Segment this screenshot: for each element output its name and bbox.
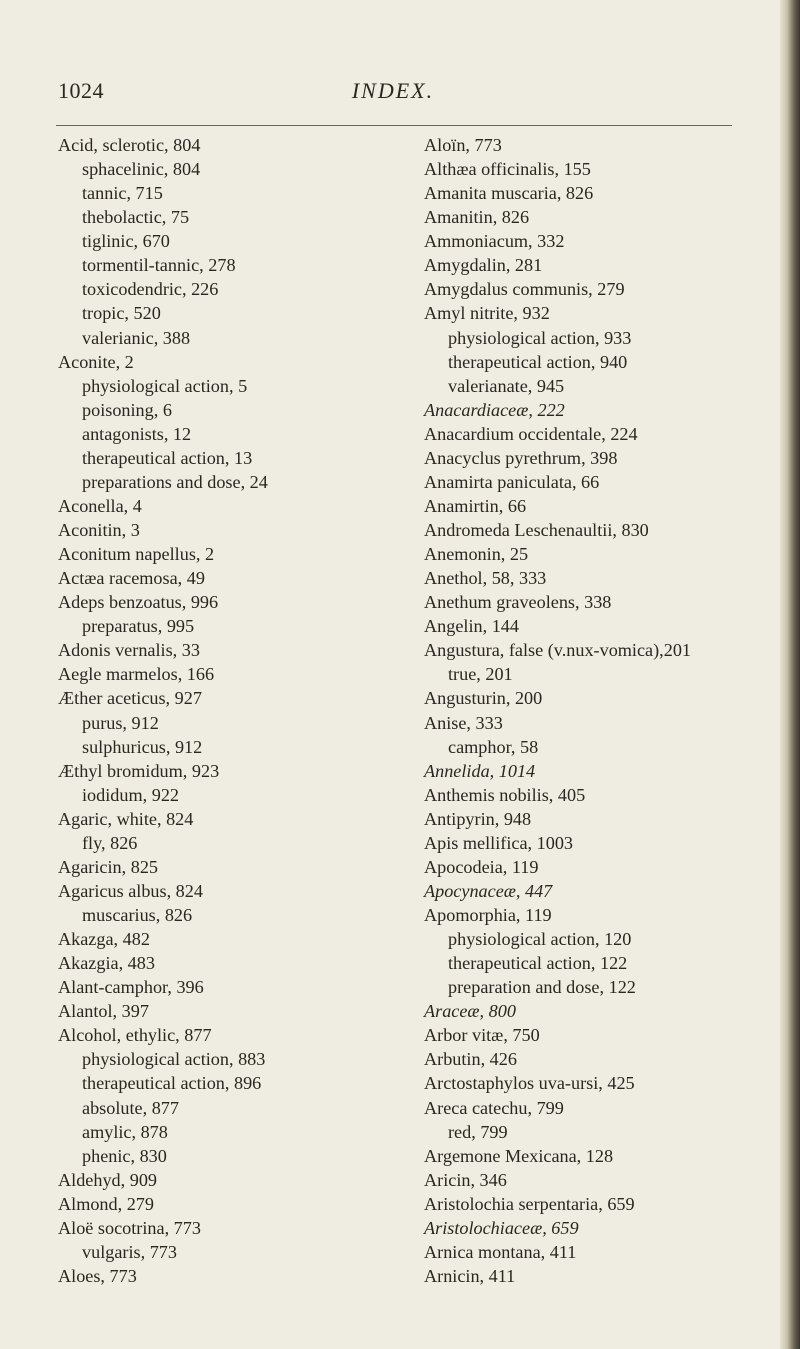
index-entry: Apocodeia, 119	[424, 856, 539, 877]
index-entry: Ammoniacum, 332	[424, 231, 565, 252]
index-entry: Antipyrin, 948	[424, 808, 532, 829]
index-entry: Annelida, 1014	[424, 760, 536, 781]
index-entry: Amanitin, 826	[424, 207, 530, 228]
index-entry: Aconella, 4	[58, 495, 142, 516]
index-subentry: poisoning, 6	[82, 399, 172, 420]
index-subentry: valerianic, 388	[82, 327, 191, 348]
index-subentry: therapeutical action, 896	[82, 1073, 262, 1094]
index-subentry: toxicodendric, 226	[82, 279, 219, 300]
index-entry: Akazga, 482	[58, 929, 150, 950]
index-subentry: absolute, 877	[82, 1097, 179, 1118]
index-entry: Aconitin, 3	[58, 520, 140, 540]
index-entry: Apocynaceæ, 447	[424, 880, 553, 901]
index-subentry: fly, 826	[82, 832, 138, 853]
index-entry: Aldehyd, 909	[58, 1169, 158, 1190]
index-subentry: amylic, 878	[82, 1121, 168, 1142]
index-entry: Areca catechu, 799	[424, 1097, 564, 1118]
index-entry: Anacardiaceæ, 222	[424, 399, 565, 420]
index-subentry: tormentil-tannic, 278	[82, 255, 236, 276]
index-entry: Argemone Mexicana, 128	[424, 1145, 614, 1166]
index-entry: Apis mellifica, 1003	[424, 832, 574, 853]
index-entry: Aloë socotrina, 773	[58, 1217, 201, 1238]
index-entry: Aristolochia serpentaria, 659	[424, 1193, 635, 1214]
index-subentry: camphor, 58	[448, 736, 539, 757]
index-subentry: phenic, 830	[82, 1145, 167, 1166]
index-entry: Aristolochiaceæ, 659	[424, 1217, 579, 1238]
index-entry: Almond, 279	[58, 1193, 154, 1214]
header-rule	[56, 125, 732, 126]
index-subentry: antagonists, 12	[82, 423, 192, 444]
index-entry: Arbor vitæ, 750	[424, 1025, 540, 1046]
index-subentry: sphacelinic, 804	[82, 159, 201, 180]
index-entry: Agaricin, 825	[58, 856, 159, 877]
index-subentry: thebolactic, 75	[82, 207, 190, 228]
index-entry: Anemonin, 25	[424, 544, 529, 565]
index-entry: Æther aceticus, 927	[58, 688, 202, 709]
index-entry: Anethum graveolens, 338	[424, 592, 612, 613]
index-entry: Aricin, 346	[424, 1169, 507, 1190]
index-entry: Amanita muscaria, 826	[424, 183, 594, 204]
index-subentry: sulphuricus, 912	[82, 736, 203, 757]
index-entry: Amyl nitrite, 932	[424, 303, 550, 324]
index-entry: Angelin, 144	[424, 616, 519, 637]
index-subentry: therapeutical action, 940	[448, 351, 628, 372]
index-entry: Agaricus albus, 824	[58, 880, 203, 901]
index-entry: Arctostaphylos uva-ursi, 425	[424, 1073, 635, 1094]
index-entry: Aconite, 2	[58, 351, 134, 372]
running-title: INDEX.	[351, 78, 435, 103]
index-entry: Araceæ, 800	[424, 1001, 516, 1022]
index-subentry: physiological action, 120	[448, 929, 632, 950]
index-subentry: vulgaris, 773	[82, 1241, 177, 1262]
index-entry: Agaric, white, 824	[58, 808, 194, 829]
index-subentry: tiglinic, 670	[82, 231, 170, 252]
index-entry: Anthemis nobilis, 405	[424, 784, 586, 805]
index-entry: Aloes, 773	[58, 1265, 137, 1286]
index-entry: Adonis vernalis, 33	[58, 640, 200, 661]
index-subentry: tannic, 715	[82, 183, 163, 204]
index-entry: Anamirta paniculata, 66	[424, 471, 600, 492]
index-entry: Alant-camphor, 396	[58, 977, 204, 998]
index-column-right	[424, 133, 776, 1288]
index-subentry: preparatus, 995	[82, 616, 195, 637]
index-entry: Arnicin, 411	[424, 1265, 516, 1286]
index-entry: Anamirtin, 66	[424, 495, 527, 516]
index-subentry: physiological action, 883	[82, 1049, 266, 1070]
index-entry: Aegle marmelos, 166	[58, 664, 215, 685]
index-subentry: red, 799	[448, 1121, 508, 1142]
index-entry: Actæa racemosa, 49	[58, 568, 205, 589]
index-subentry: iodidum, 922	[82, 784, 180, 805]
index-entry: Adeps benzoatus, 996	[58, 592, 219, 613]
index-subentry: muscarius, 826	[82, 905, 193, 925]
index-entry: Arnica montana, 411	[424, 1241, 577, 1262]
index-column-left	[58, 133, 388, 1288]
index-entry: Althæa officinalis, 155	[424, 159, 591, 180]
index-entry: Arbutin, 426	[424, 1049, 517, 1070]
index-entry: Anacyclus pyrethrum, 398	[424, 447, 618, 468]
index-subentry: purus, 912	[82, 712, 159, 733]
index-subentry: therapeutical action, 13	[82, 447, 253, 468]
index-entry: Amygdalin, 281	[424, 255, 543, 276]
index-subentry: preparations and dose, 24	[82, 471, 268, 492]
index-entry: Angustura, false (v.nux-vomica),201	[424, 640, 692, 661]
index-subentry: true, 201	[448, 664, 513, 685]
index-entry: Aloïn, 773	[424, 135, 502, 155]
index-entry: Apomorphia, 119	[424, 905, 552, 925]
index-subentry: therapeutical action, 122	[448, 953, 628, 974]
index-entry: Amygdalus communis, 279	[424, 279, 625, 300]
index-subentry: tropic, 520	[82, 303, 161, 324]
index-entry: Aconitum napellus, 2	[58, 544, 215, 565]
index-subentry: valerianate, 945	[448, 375, 565, 396]
index-entry: Acid, sclerotic, 804	[58, 135, 201, 155]
index-entry: Æthyl bromidum, 923	[58, 760, 220, 781]
index-entry: Anethol, 58, 333	[424, 568, 547, 589]
index-subentry: preparation and dose, 122	[448, 977, 636, 998]
page-edge-shadow	[780, 0, 800, 1349]
index-entry: Anise, 333	[424, 712, 503, 733]
index-entry: Anacardium occidentale, 224	[424, 423, 638, 444]
index-entry: Andromeda Leschenaultii, 830	[424, 520, 649, 540]
index-entry: Angusturin, 200	[424, 688, 543, 709]
index-entry: Alcohol, ethylic, 877	[58, 1025, 212, 1046]
index-subentry: physiological action, 5	[82, 375, 248, 396]
index-entry: Akazgia, 483	[58, 953, 155, 974]
page-header	[58, 78, 728, 108]
page-number: 1024	[58, 78, 104, 103]
index-entry: Alantol, 397	[58, 1001, 149, 1022]
index-subentry: physiological action, 933	[448, 327, 632, 348]
